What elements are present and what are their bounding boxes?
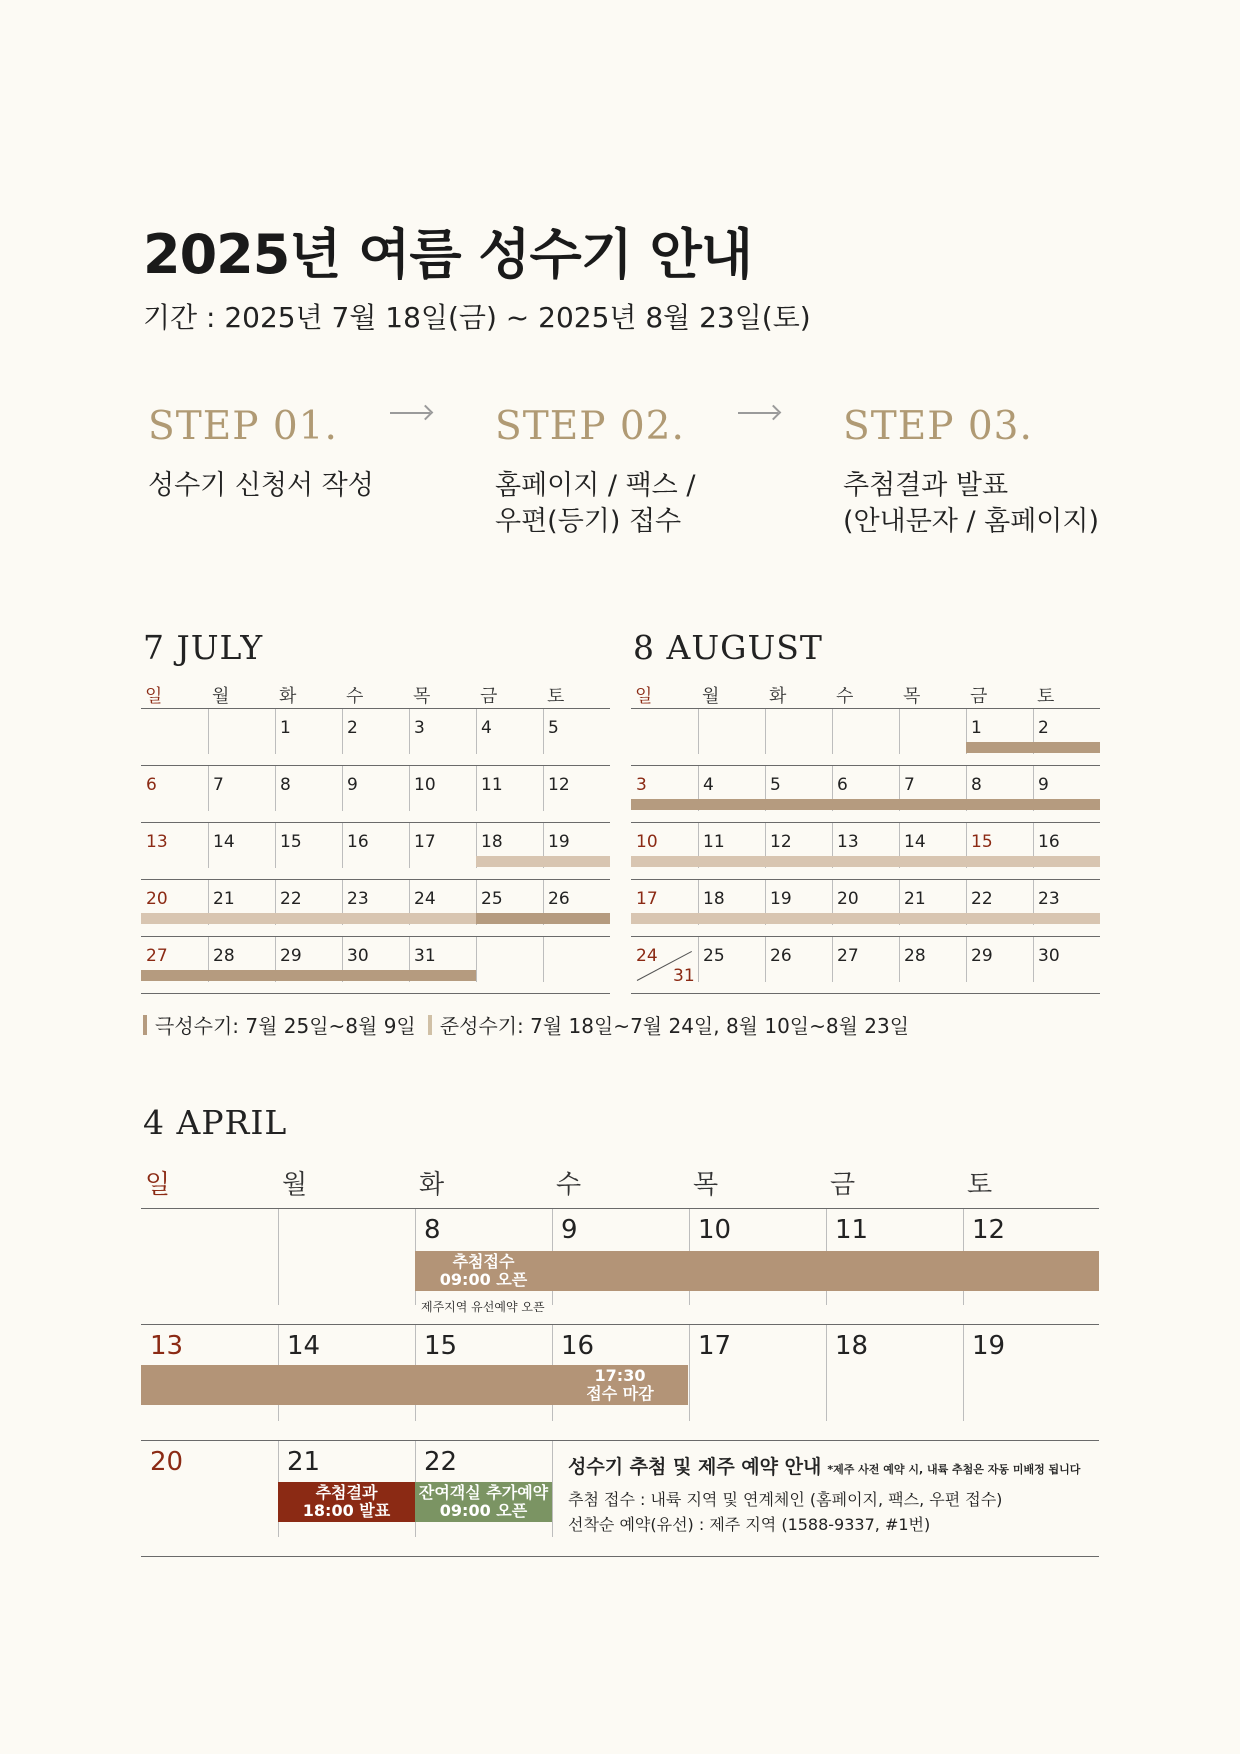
- peak-season-bar: [631, 799, 1100, 810]
- day-divider: [543, 937, 544, 982]
- day-divider: [275, 709, 276, 754]
- draw-open-event: [415, 1251, 552, 1291]
- step-1-number: STEP 01.: [148, 404, 338, 449]
- day-number: 1: [280, 718, 291, 738]
- day-number: 23: [347, 889, 369, 909]
- day-divider: [476, 709, 477, 754]
- day-number: 4: [703, 775, 714, 795]
- day-number: 17: [636, 889, 658, 909]
- day-number: 13: [146, 832, 168, 852]
- peak-legend-text: 극성수기: 7월 25일~8월 9일: [155, 1014, 416, 1038]
- day-number: 15: [971, 832, 993, 852]
- day-number: 27: [146, 946, 168, 966]
- day-number: 8: [424, 1215, 441, 1245]
- week-row-line: [141, 993, 610, 994]
- day-number: 28: [213, 946, 235, 966]
- weekday-header: 화: [769, 686, 787, 707]
- week-row-line: [141, 1324, 1099, 1325]
- extra-booking-event: [415, 1482, 552, 1522]
- day-number: 26: [770, 946, 792, 966]
- day-number: 9: [561, 1215, 578, 1245]
- semi-season-bar: [141, 913, 476, 924]
- reservation-info-note: *제주 사전 예약 시, 내륙 추첨은 자동 미배정 됩니다: [827, 1463, 1081, 1476]
- week-row-line: [631, 765, 1100, 766]
- step-2: [495, 404, 795, 540]
- weekday-header: 수: [836, 686, 854, 707]
- weekday-header: 월: [702, 686, 720, 707]
- draw-result-event: [278, 1482, 415, 1522]
- weekday-header: 수: [556, 1170, 582, 1200]
- day-number: 21: [904, 889, 926, 909]
- day-divider: [698, 709, 699, 754]
- day-divider: [698, 937, 699, 982]
- day-number: 14: [904, 832, 926, 852]
- week-row-line: [631, 879, 1100, 880]
- day-number: 13: [150, 1331, 184, 1361]
- step-2-desc: 홈페이지 / 팩스 / 우편(등기) 접수: [495, 470, 696, 537]
- reservation-info-title: [568, 1452, 1080, 1479]
- peak-season-bar: [141, 970, 476, 981]
- day-number: 23: [1038, 889, 1060, 909]
- day-number: 20: [150, 1447, 184, 1477]
- arrow-right-icon: [390, 412, 430, 414]
- weekday-header: 수: [346, 686, 364, 707]
- day-divider: [832, 937, 833, 982]
- week-row-line: [141, 1556, 1099, 1557]
- day-number: 26: [548, 889, 570, 909]
- step-2-number: STEP 02.: [495, 404, 685, 449]
- day-divider: [275, 766, 276, 811]
- day-number: 8: [971, 775, 982, 795]
- weekday-header: 목: [693, 1170, 719, 1200]
- draw-open-label: 추첨접수: [452, 1252, 515, 1271]
- day-number: 19: [548, 832, 570, 852]
- day-number: 22: [280, 889, 302, 909]
- day-number: 12: [972, 1215, 1006, 1245]
- weekday-header: 월: [282, 1170, 308, 1200]
- day-divider: [208, 823, 209, 868]
- day-number: 31: [414, 946, 436, 966]
- day-number: 30: [347, 946, 369, 966]
- week-row-line: [631, 822, 1100, 823]
- day-number: 21: [213, 889, 235, 909]
- weekday-header: 화: [279, 686, 297, 707]
- weekday-header: 일: [635, 686, 653, 707]
- day-number: 24: [636, 946, 658, 966]
- day-number: 11: [481, 775, 503, 795]
- day-number: 7: [904, 775, 915, 795]
- day-number: 25: [481, 889, 503, 909]
- weekday-header: 금: [830, 1170, 856, 1200]
- day-divider: [208, 709, 209, 754]
- season-legend: [143, 1010, 909, 1039]
- day-number: 3: [636, 775, 647, 795]
- day-number: 15: [280, 832, 302, 852]
- day-divider: [963, 1325, 964, 1421]
- day-number: 20: [837, 889, 859, 909]
- day-divider: [899, 709, 900, 754]
- semi-season-bar: [476, 856, 610, 867]
- semi-season-bar: [631, 856, 1100, 867]
- weekday-header: 토: [547, 686, 565, 707]
- draw-period-bar: [141, 1365, 552, 1405]
- week-row-line: [141, 1440, 1099, 1441]
- day-number: 17: [698, 1331, 732, 1361]
- day-number: 4: [481, 718, 492, 738]
- day-number: 2: [1038, 718, 1049, 738]
- week-row-line: [631, 936, 1100, 937]
- day-number: 3: [414, 718, 425, 738]
- weekday-header: 토: [967, 1170, 993, 1200]
- july-title: 7 JULY: [143, 628, 264, 667]
- day-number: 11: [835, 1215, 869, 1245]
- day-number: 1: [971, 718, 982, 738]
- day-number: 10: [636, 832, 658, 852]
- day-divider: [689, 1325, 690, 1421]
- day-number: 10: [698, 1215, 732, 1245]
- reservation-info-heading: 성수기 추첨 및 제주 예약 안내: [568, 1456, 822, 1478]
- semi-legend-swatch: [428, 1015, 432, 1035]
- reservation-info-line-2: 선착순 예약(유선) : 제주 지역 (1588-9337, #1번): [568, 1515, 931, 1534]
- day-divider: [966, 937, 967, 982]
- day-number: 16: [347, 832, 369, 852]
- week-row-line: [141, 1208, 1099, 1209]
- deadline-time: 17:30: [594, 1366, 646, 1385]
- day-divider: [476, 937, 477, 982]
- day-number: 25: [703, 946, 725, 966]
- day-divider: [409, 709, 410, 754]
- step-1-desc: 성수기 신청서 작성: [148, 470, 374, 501]
- weekday-header: 토: [1037, 686, 1055, 707]
- peak-legend-swatch: [143, 1015, 147, 1035]
- semi-season-bar: [631, 913, 1100, 924]
- day-number: 24: [414, 889, 436, 909]
- day-number: 29: [971, 946, 993, 966]
- day-number: 16: [1038, 832, 1060, 852]
- day-number: 13: [837, 832, 859, 852]
- day-number: 6: [146, 775, 157, 795]
- day-divider: [543, 709, 544, 754]
- step-3: [843, 404, 1143, 540]
- day-number: 18: [481, 832, 503, 852]
- day-number: 15: [424, 1331, 458, 1361]
- day-divider: [275, 823, 276, 868]
- day-number: 10: [414, 775, 436, 795]
- day-number: 9: [1038, 775, 1049, 795]
- step-1: [148, 404, 448, 504]
- semi-legend-text: 준성수기: 7월 18일~7월 24일, 8월 10일~8월 23일: [439, 1014, 910, 1038]
- day-number: 6: [837, 775, 848, 795]
- week-row-line: [141, 879, 610, 880]
- day-divider: [543, 766, 544, 811]
- day-number: 14: [287, 1331, 321, 1361]
- weekday-header: 목: [413, 686, 431, 707]
- page-title: 2025년 여름 성수기 안내: [143, 223, 753, 286]
- extra-booking-time: 09:00 오픈: [439, 1501, 528, 1520]
- day-divider: [765, 937, 766, 982]
- extra-booking-label: 잔여객실 추가예약: [418, 1483, 549, 1502]
- day-divider: [899, 937, 900, 982]
- weekday-header: 월: [212, 686, 230, 707]
- day-divider: [552, 1441, 553, 1537]
- jeju-phone-open-note: 제주지역 유선예약 오픈: [421, 1300, 545, 1314]
- weekday-header: 일: [145, 1170, 171, 1200]
- day-number: 19: [972, 1331, 1006, 1361]
- weekday-header: 금: [480, 686, 498, 707]
- day-number: 18: [835, 1331, 869, 1361]
- weekday-header: 일: [145, 686, 163, 707]
- day-divider: [409, 766, 410, 811]
- week-row-line: [141, 708, 610, 709]
- weekday-header: 목: [903, 686, 921, 707]
- draw-open-time: 09:00 오픈: [439, 1270, 528, 1289]
- week-row-line: [631, 708, 1100, 709]
- day-divider: [1033, 937, 1034, 982]
- day-number: 22: [424, 1447, 458, 1477]
- deadline-label: 접수 마감: [586, 1384, 654, 1403]
- step-3-number: STEP 03.: [843, 404, 1033, 449]
- week-row-line: [141, 936, 610, 937]
- day-number: 8: [280, 775, 291, 795]
- day-number-extra: 31: [673, 966, 695, 986]
- draw-result-label: 추첨결과: [315, 1483, 378, 1502]
- day-number: 21: [287, 1447, 321, 1477]
- day-number: 14: [213, 832, 235, 852]
- day-number: 11: [703, 832, 725, 852]
- august-title: 8 AUGUST: [633, 628, 823, 667]
- day-number: 22: [971, 889, 993, 909]
- step-3-desc: 추첨결과 발표 (안내문자 / 홈페이지): [843, 470, 1099, 537]
- day-number: 12: [548, 775, 570, 795]
- day-number: 7: [213, 775, 224, 795]
- day-divider: [765, 709, 766, 754]
- day-number: 16: [561, 1331, 595, 1361]
- week-row-line: [141, 822, 610, 823]
- arrow-right-icon: [738, 412, 778, 414]
- day-number: 9: [347, 775, 358, 795]
- day-number: 30: [1038, 946, 1060, 966]
- day-number: 2: [347, 718, 358, 738]
- day-divider: [832, 709, 833, 754]
- day-divider: [342, 766, 343, 811]
- deadline-event: [552, 1365, 688, 1405]
- day-divider: [476, 766, 477, 811]
- day-number: 12: [770, 832, 792, 852]
- day-divider: [342, 823, 343, 868]
- day-number: 18: [703, 889, 725, 909]
- day-number: 17: [414, 832, 436, 852]
- day-number: 5: [548, 718, 559, 738]
- weekday-header: 금: [970, 686, 988, 707]
- period-text: 기간 : 2025년 7월 18일(금) ~ 2025년 8월 23일(토): [143, 301, 811, 334]
- peak-season-bar: [476, 913, 610, 924]
- day-divider: [826, 1325, 827, 1421]
- week-row-line: [631, 993, 1100, 994]
- draw-result-time: 18:00 발표: [302, 1501, 391, 1520]
- day-number: 5: [770, 775, 781, 795]
- weekday-header: 화: [419, 1170, 445, 1200]
- day-divider: [409, 823, 410, 868]
- april-title: 4 APRIL: [143, 1103, 288, 1142]
- week-row-line: [141, 765, 610, 766]
- day-number: 28: [904, 946, 926, 966]
- day-divider: [278, 1209, 279, 1305]
- day-number: 29: [280, 946, 302, 966]
- day-divider: [342, 709, 343, 754]
- day-number: 27: [837, 946, 859, 966]
- day-number: 20: [146, 889, 168, 909]
- reservation-info-line-1: 추첨 접수 : 내륙 지역 및 연계체인 (홈페이지, 팩스, 우편 접수): [568, 1490, 1003, 1509]
- peak-season-bar: [966, 742, 1100, 753]
- day-divider: [208, 766, 209, 811]
- day-number: 19: [770, 889, 792, 909]
